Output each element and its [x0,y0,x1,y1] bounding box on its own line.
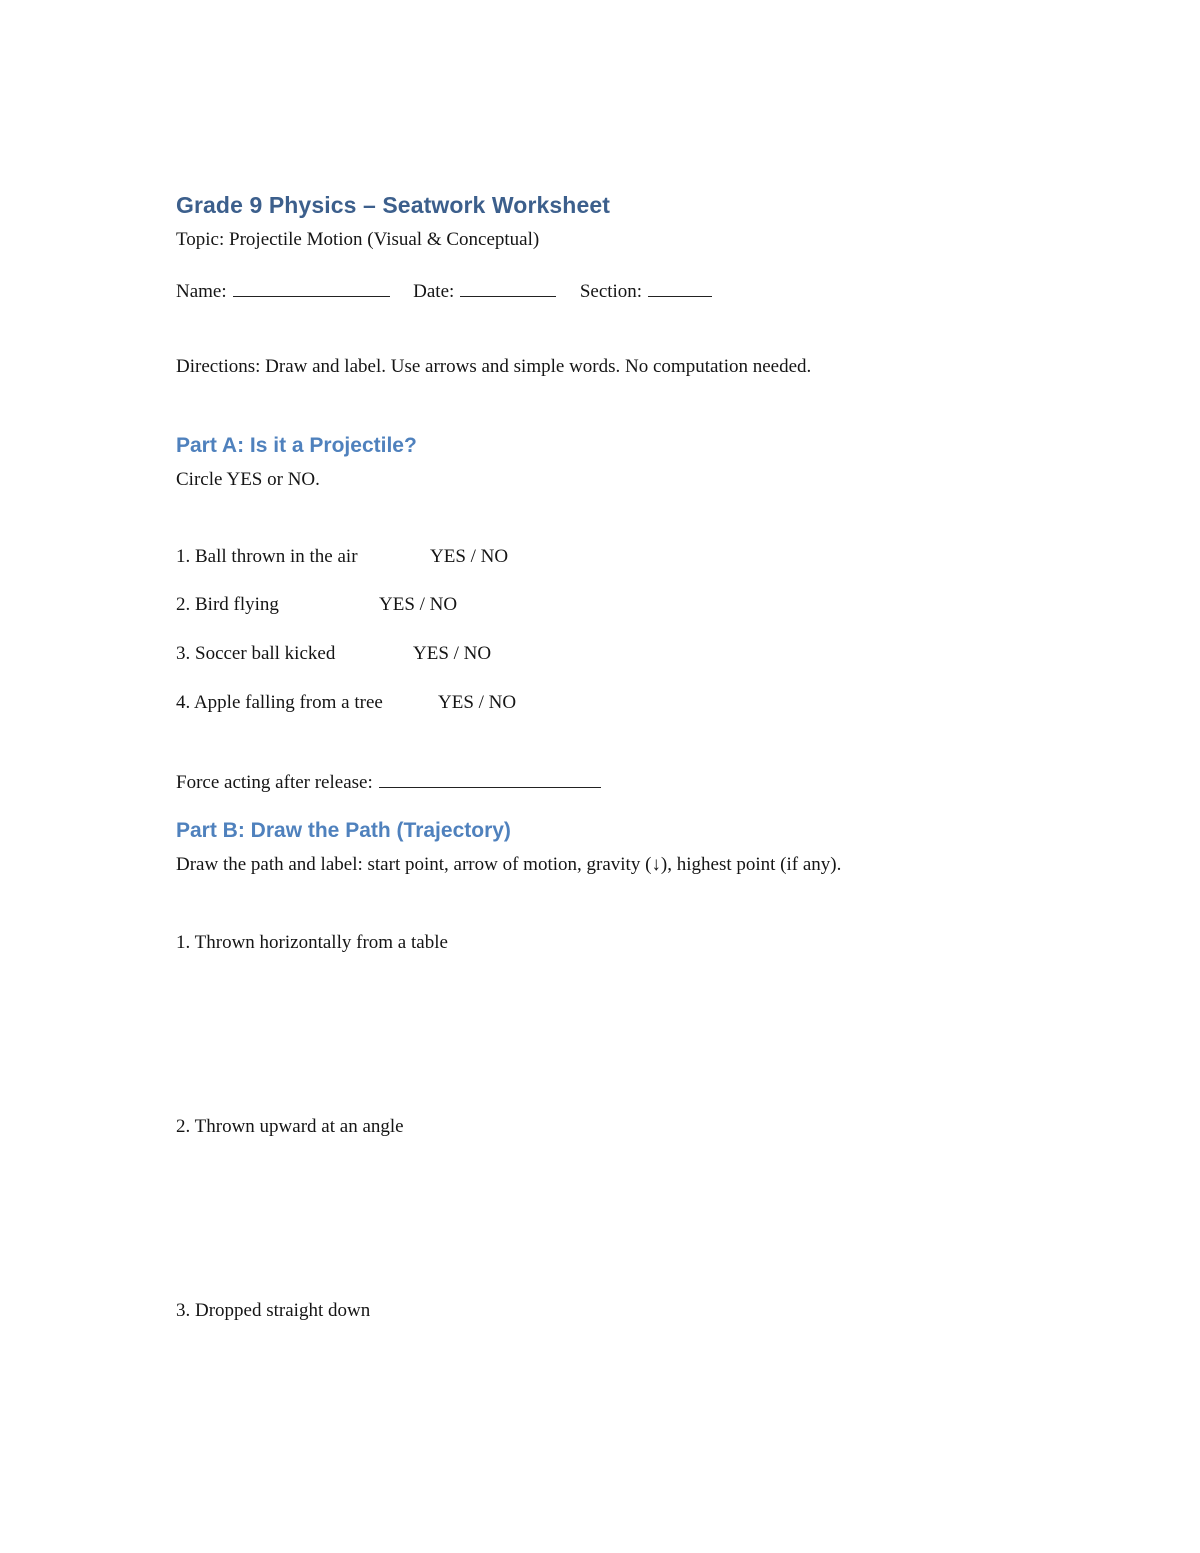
topic-line: Topic: Projectile Motion (Visual & Conceptual) [176,229,540,250]
part-a-heading: Part A: Is it a Projectile? [176,434,417,457]
part-a-item-4-choice[interactable]: YES / NO [438,692,517,713]
date-blank[interactable] [460,278,556,297]
force-label: Force acting after release: [176,772,373,793]
name-label: Name: [176,281,227,302]
worksheet-title: Grade 9 Physics – Seatwork Worksheet [176,192,610,218]
part-a-item-3-choice[interactable]: YES / NO [413,643,492,664]
part-b-item-3: 3. Dropped straight down [176,1300,371,1321]
part-b-item-2: 2. Thrown upward at an angle [176,1116,404,1137]
section-blank[interactable] [648,278,712,297]
drawing-area-2[interactable] [176,1149,996,1289]
part-a-item-3: 3. Soccer ball kicked [176,643,336,664]
drawing-area-3[interactable] [176,1333,996,1493]
part-a-item-4: 4. Apple falling from a tree [176,692,383,713]
drawing-area-1[interactable] [176,965,996,1105]
date-label: Date: [413,281,455,302]
section-label: Section: [579,281,643,302]
directions: Directions: Draw and label. Use arrows and simple words. No computation needed. [176,356,812,377]
part-a-item-2-choice[interactable]: YES / NO [379,594,458,615]
part-a-instruction: Circle YES or NO. [176,469,320,490]
force-blank[interactable] [379,769,601,788]
part-b-item-1: 1. Thrown horizontally from a table [176,932,448,953]
part-a-item-2: 2. Bird flying [176,594,279,615]
part-a-item-1-choice[interactable]: YES / NO [430,546,509,567]
part-b-instruction: Draw the path and label: start point, arrow of motion, gravity (↓), highest point (if any). [176,854,842,875]
part-b-heading: Part B: Draw the Path (Trajectory) [176,819,511,842]
student-info-row [176,278,712,303]
force-row [176,769,601,794]
part-a-item-1: 1. Ball thrown in the air [176,546,358,567]
name-blank[interactable] [233,278,390,297]
